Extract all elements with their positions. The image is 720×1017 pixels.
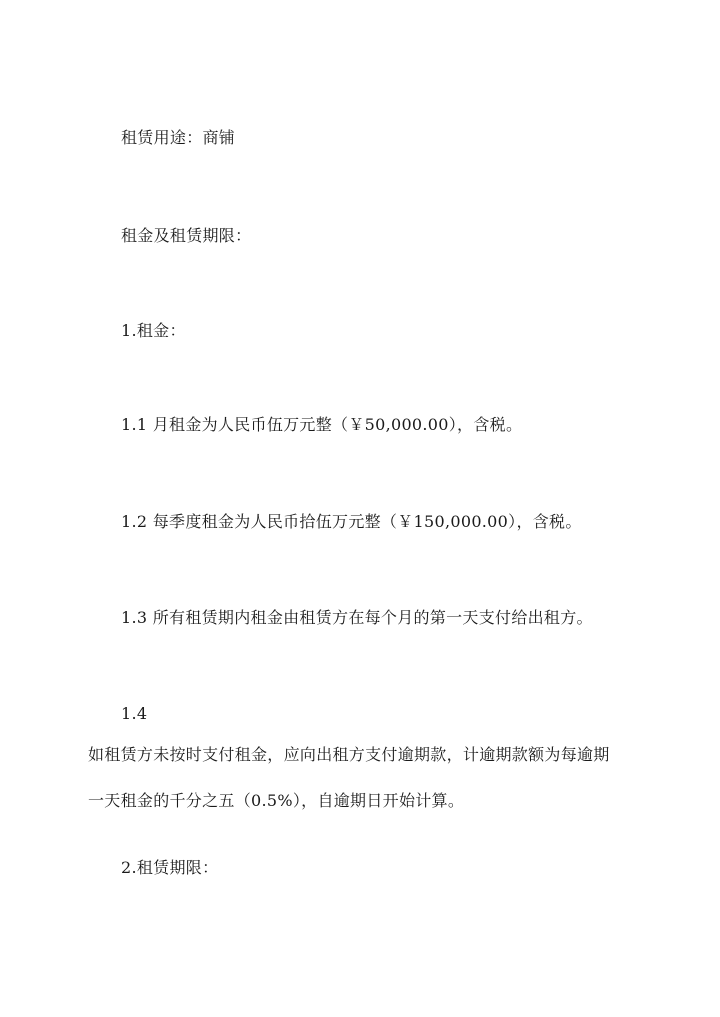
rent-and-term-heading: 租金及租赁期限： — [121, 226, 252, 245]
rent-heading: 1.租金： — [121, 321, 186, 340]
clause-1-4-text-line-2: 一天租金的千分之五（0.5%），自逾期日开始计算。 — [88, 791, 465, 810]
clause-1-3: 1.3 所有租赁期内租金由租赁方在每个月的第一天支付给出租方。 — [121, 608, 593, 627]
clause-1-2: 1.2 每季度租金为人民币拾伍万元整（￥150,000.00），含税。 — [121, 512, 582, 531]
clause-1-4-text-line-1: 如租赁方未按时支付租金，应向出租方支付逾期款，计逾期款额为每逾期 — [88, 745, 610, 764]
clause-1-1: 1.1 月租金为人民币伍万元整（￥50,000.00），含税。 — [121, 415, 523, 434]
lease-purpose-line: 租赁用途：商铺 — [121, 128, 236, 147]
term-heading: 2.租赁期限： — [121, 858, 219, 877]
clause-1-4-number: 1.4 — [121, 704, 148, 723]
